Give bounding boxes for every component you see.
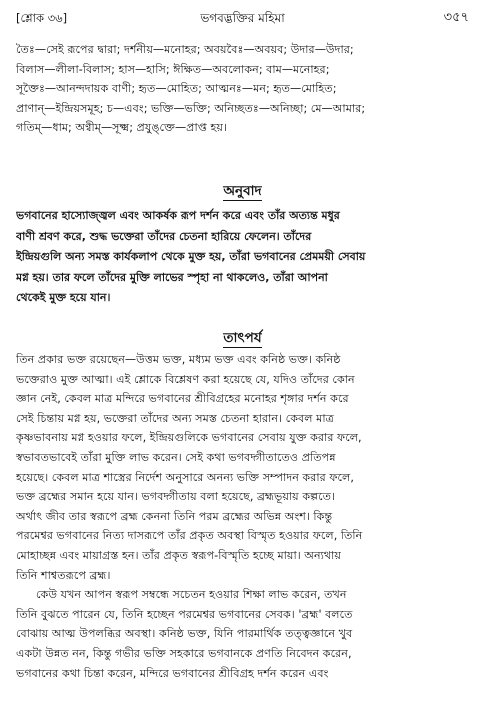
- purport-text: [16, 350, 471, 683]
- purport-line: কেউ যখন আপন স্বরূপ সম্বন্ধে সচেতন হওয়ার শিক্ষা লাভ করেন, তখন: [36, 588, 347, 602]
- synonym-line: প্রাণান্—ইন্দ্রিয়সমূহ; চ—এবং; ভক্তি—ভক্তি; অনিচ্ছতঃ—অনিচ্ছা; মে—আমার;: [16, 101, 366, 115]
- purport-line: পরমেশ্বর ভগবানের নিত্য দাসরূপে তাঁর প্রকৃত অবস্থা বিস্মৃত হওয়ার ফলে, তিনি: [16, 529, 363, 543]
- purport-line: বোঝায় আত্ম উপলব্ধির অবস্থা। কনিষ্ঠ ভক্ত, যিনি পারমার্থিক তত্ত্বজ্ঞানে খুব: [16, 627, 353, 641]
- page-header: [16, 8, 469, 28]
- purport-line: সেই চিন্তায় মগ্ন হয়, ভক্তেরা তাঁদের অন্য সমস্ত চেতনা হারান। কেবল মাত্র: [16, 411, 334, 425]
- purport-line: হয়েছে। কেবল মাত্র শাস্ত্রের নির্দেশ অনুসারে অনন্য ভক্তি সম্পাদন করার ফলে,: [16, 470, 354, 484]
- purport-line: তিনি শাশ্বতরূপে ব্রহ্ম।: [16, 568, 111, 582]
- translation-line: ভগবানের হাস্যোজ্জ্বল এবং আকর্ষক রূপ দর্শন করে এবং তাঁর অত্যন্ত মধুর: [16, 209, 340, 222]
- synonym-line: সূক্তৈঃ—আনন্দদায়ক বাণী; হৃত—মোহিত; আত্মনঃ—মন; হৃত—মোহিত;: [16, 82, 337, 96]
- translation-line: থেকেই মুক্ত হয়ে যান।: [16, 291, 111, 304]
- purport-line: একটা উন্নত নন, কিন্তু গভীর ভক্তি সহকারে ভগবানকে প্রণতি নিবেদন করেন,: [16, 646, 352, 660]
- synonym-line: গতিম্—ধাম; অণ্বীম্—সূক্ষ্ম; প্রযুঙ্‌ক্তে—প্রাপ্ত হয়।: [16, 121, 227, 135]
- purport-line: ভক্ত ব্রহ্মের সমান হয়ে যান। ভগবদ্গীতায় বলা হয়েছে, ব্রহ্মভূয়ায় কল্পতে।: [16, 490, 336, 504]
- purport-line: জ্ঞান নেই, কেবল মাত্র মন্দিরে ভগবানের শ্রীবিগ্রহের মনোহর শৃঙ্গার দর্শন করে: [16, 392, 349, 406]
- synonym-line: বিলাস—লীলা-বিলাস; হাস—হাসি; ঈক্ষিত—অবলোকন; বাম—মনোহর;: [16, 62, 330, 76]
- translation-text: [16, 206, 471, 309]
- translation-line: বাণী শ্রবণ করে, শুদ্ধ ভক্তেরা তাঁদের চেতনা হারিয়ে ফেলেন। তাঁদের: [16, 229, 312, 243]
- purport-line: ভগবানের কথা চিন্তা করেন, মন্দিরে ভগবানের শ্রীবিগ্রহ দর্শন করেন এবং: [16, 666, 329, 680]
- purport-line: অর্থাৎ জীব তার স্বরূপে ব্রহ্ম কেননা তিনি পরম ব্রহ্মের অভিন্ন অংশ। কিন্তু: [16, 509, 333, 523]
- purport-line: তিনি বুঝতে পারেন যে, তিনি হচ্ছেন পরমেশ্বর ভগবানের সেবক। 'ব্রহ্ম' বলতে: [16, 607, 353, 621]
- purport-line: কৃষ্ণভাবনায় মগ্ন হওয়ার ফলে, ইন্দ্রিয়গুলিকে ভগবানের সেবায় যুক্ত করার ফলে,: [16, 431, 362, 445]
- purport-line: ভক্তেরাও মুক্ত আত্মা। এই শ্লোকে বিশ্লেষণ করা হয়েছে যে, যদিও তাঁদের কোন: [16, 372, 355, 386]
- purport-line: স্বভাবতভাবেই তাঁরা মুক্তি লাভ করেন। সেই কথা ভগবদ্গীতাতেও প্রতিপন্ন: [16, 450, 336, 464]
- chapter-title: ভগবদ্ভক্তির মহিমা: [200, 11, 285, 25]
- word-synonyms: [16, 40, 471, 138]
- verse-reference: [শ্লোক ৩৬]: [16, 11, 68, 25]
- synonym-line: তৈঃ—সেই রূপের দ্বারা; দর্শনীয়—মনোহর; অবয়বৈঃ—অবয়ব; উদার—উদার;: [16, 43, 354, 56]
- purport-line: তিন প্রকার ভক্ত রয়েছেন—উত্তম ভক্ত, মধ্যম ভক্ত এবং কনিষ্ঠ ভক্ত। কনিষ্ঠ: [16, 353, 341, 366]
- translation-line: ইন্দ্রিয়গুলি অন্য সমস্ত কার্যকলাপ থেকে মুক্ত হয়, তাঁরা ভগবানের প্রেমময়ী সেবায়: [16, 250, 366, 263]
- page-number: ৩৫৭: [443, 10, 469, 25]
- purport-line: মোহাচ্ছন্ন এবং মায়াগ্রস্ত হন। তাঁর প্রকৃত স্বরূপ-বিস্মৃতি হচ্ছে মায়া। অন্যথায়: [16, 548, 341, 562]
- purport-heading: তাৎপর্য: [223, 330, 262, 346]
- translation-line: মগ্ন হয়। তার ফলে তাঁদের মুক্তি লাভের স্পৃহা না থাকলেও, তাঁরা আপনা: [16, 270, 328, 284]
- translation-heading: অনুবাদ: [223, 183, 262, 199]
